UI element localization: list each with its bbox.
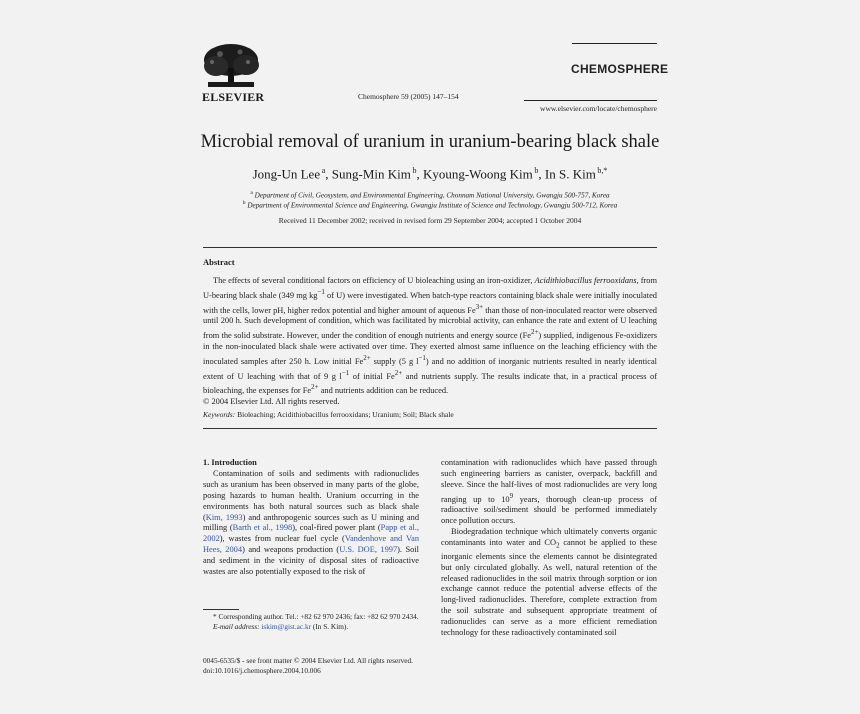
url-rule: [524, 100, 657, 101]
footnote: [203, 612, 419, 632]
corresponding-author: * Corresponding author. Tel.: +82 62 970 2436; fax: +82 62 970 2434.: [213, 612, 419, 621]
keywords-label: Keywords:: [203, 410, 236, 419]
affiliation-mark: b: [242, 200, 246, 206]
author-name: Kyoung-Woong Kim: [422, 166, 533, 182]
citation-link[interactable]: Kim, 1993: [205, 512, 243, 522]
front-matter: [203, 656, 413, 676]
abstract-heading: Abstract: [203, 257, 235, 267]
doi-line[interactable]: doi:10.1016/j.chemosphere.2004.10.006: [203, 666, 321, 675]
affiliation-text: Department of Environmental Science and Engineering, Gwangju Institute of Science and Technology, Gwangju 500-712, Korea: [247, 201, 618, 210]
abstract-text: [203, 276, 657, 408]
citation-link[interactable]: U.S. DOE, 1997: [339, 545, 398, 555]
received-dates: Received 11 December 2002; received in revised form 29 September 2004; accepted 1 October 2004: [278, 216, 582, 225]
right-column: [441, 458, 657, 639]
email-link[interactable]: iskim@gist.ac.kr: [261, 622, 312, 631]
keywords-line: [203, 410, 454, 419]
journal-citation: Chemosphere 59 (2005) 147–154: [358, 92, 459, 101]
header-rule: [572, 43, 657, 44]
affiliation: [0, 190, 860, 199]
citation-link[interactable]: Vandenhove and Van Hees, 2004: [203, 534, 420, 555]
author-mark: a: [321, 166, 326, 175]
body-paragraph: contamination with radionuclides which have passed through such engineering barriers as canister, overpack, backfill and sleeve. Since the half-lives of most radionuclides are very long ranging up to $10^9$ years, thorough clean-up process of radioactive soil/sediment should be performed immediately once pollution occurs.: [441, 458, 657, 526]
author-name: In S. Kim: [544, 166, 596, 182]
elsevier-tree-logo-icon: [202, 42, 260, 90]
abstract-copyright: © 2004 Elsevier Ltd. All rights reserved.: [203, 396, 340, 406]
email-label: E-mail address:: [213, 622, 260, 631]
citation-link[interactable]: Papp et al., 2002: [203, 523, 419, 544]
publisher-name: ELSEVIER: [202, 90, 265, 104]
author-name: Jong-Un Lee: [252, 166, 321, 182]
left-column: [203, 458, 419, 578]
issn-line: 0045-6535/$ - see front matter © 2004 Elsevier Ltd. All rights reserved.: [203, 656, 414, 665]
email-line: [203, 622, 419, 632]
journal-name: CHEMOSPHERE: [571, 62, 669, 76]
author-name: Sung-Min Kim: [331, 166, 411, 182]
keywords-bottom-rule: [203, 428, 657, 429]
article-title: Microbial removal of uranium in uranium-bearing black shale: [200, 132, 660, 152]
body-paragraph: Contamination of soils and sediments with radionuclides such as uranium has been observed in many parts of the globe, posing hazards to human health. Uranium occurring in the environments has both natural sources such as black shale (Kim, 1993) and anthropogenic sources such as U mining and milling (Barth et al., 1998), coal-fired power plant (Papp et al., 2002), wastes from nuclear fuel cycle (Vandenhove and Van Hees, 2004) and weapons production (U.S. DOE, 1997). Soil and sediment in the vicinity of disposal sites of radioactive wastes are also potentially exposed to the risk of: [203, 468, 420, 577]
author-mark: b: [534, 166, 539, 175]
abstract-paragraph: The effects of several conditional factors on efficiency of U bioleaching using an iron-oxidizer, Acidithiobacillus ferrooxidans, from U-bearing black shale (349 mg $kg^{-1}$ of U) were investigated. When batch-type reactors containing black shale were initially inoculated with the cells, lower pH, higher redox potential and higher amount of aqueous $Fe^{3+}$ than those of non-inoculated reactor were observed until 200 h. Such development of condition, which was facilitated by microbial activity, can enhance the rate and extent of U leaching from the solid substrate. However, under the condition of enough nutrients and energy source $(Fe^{2+})$ supplied, indigenous Fe-oxidizers in the non-inoculated black shale were activated over time. They exerted almost same influence on the leaching efficiency with the inoculated samples after 250 h. Low initial $Fe^{2+}$ supply (5 g $l^{-1}$) and no addition of inorganic nutrients resulted in nearly identical extent of U leaching with that of 9 g $l^{-1}$ of initial $Fe^{2+}$ and nutrients supply. The results indicate that, in a practical process of bioleaching, the expenses for $Fe^{2+}$ and nutrients addition can be reduced.: [203, 276, 658, 396]
abstract-top-rule: [203, 247, 657, 248]
citation-link[interactable]: Barth et al., 1998: [232, 523, 293, 533]
author-mark: b,*: [597, 166, 608, 175]
affiliation-mark: a: [250, 190, 253, 196]
author-mark: b: [412, 166, 417, 175]
affiliation: [0, 200, 860, 209]
author-list: Jong-Un Lee $^a$, Sung-Min Kim $^b$, Kyoung-Woong Kim $^b$, In S. Kim $^{b,*}$: [252, 166, 608, 182]
keywords-list: Bioleaching; Acidithiobacillus ferrooxidans; Uranium; Soil; Black shale: [237, 410, 454, 419]
body-paragraph: Biodegradation technique which ultimately converts organic contaminants into water and $CO_2$ cannot be applied to these inorganic elements since the elements cannot be disintegrated but only circulated globally. As well, natural retention of the released radionuclides in the soil matrix through sorption or ion exchange cannot reduce the potential adverse effects of the long-lived radionuclides. Therefore, complete extraction from the soil substrate and subsequent appropriate treatment of radionuclides can serve as a more efficient remediation technology for these radioactively contaminated soil: [441, 527, 657, 638]
section-heading: 1. Introduction: [203, 458, 257, 467]
footnote-rule: [203, 609, 239, 610]
journal-url[interactable]: www.elsevier.com/locate/chemosphere: [540, 104, 657, 113]
email-suffix: (In S. Kim).: [312, 622, 349, 631]
affiliation-text: Department of Civil, Geosystem, and Environmental Engineering, Chonnam National University, Gwangju 500-757, Korea: [254, 191, 610, 200]
